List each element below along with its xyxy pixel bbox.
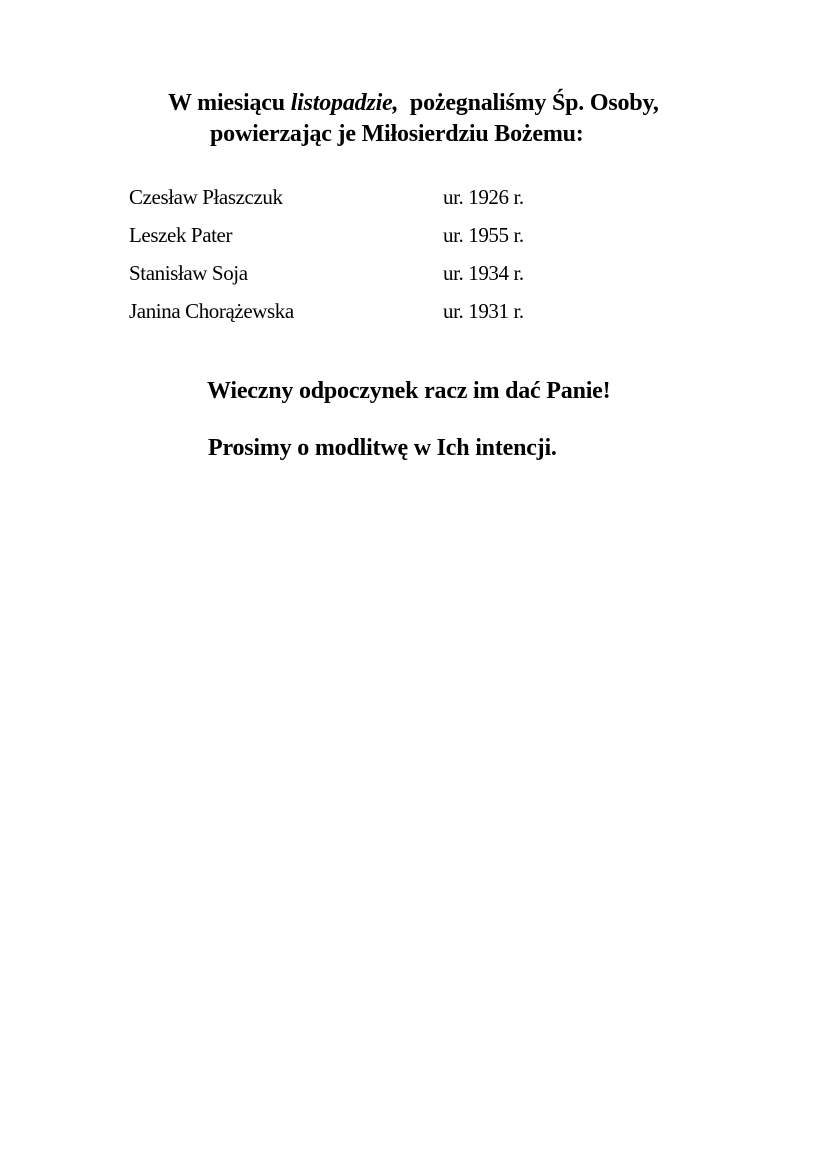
birth-year: ur. 1955 r.: [443, 223, 524, 247]
page-title-line-2: powierzając je Miłosierdziu Bożemu:: [210, 121, 584, 147]
deceased-entry: [129, 258, 629, 288]
deceased-name: Janina Chorążewska: [129, 299, 294, 323]
deceased-name: Czesław Płaszczuk: [129, 185, 283, 209]
birth-year: ur. 1931 r.: [443, 299, 524, 323]
prayer-eternal-rest: Wieczny odpoczynek racz im dać Panie!: [207, 378, 611, 404]
heading-month: listopadzie,: [290, 90, 399, 116]
heading-suffix: pożegnaliśmy Śp. Osoby,: [409, 90, 659, 116]
birth-year: ur. 1934 r.: [443, 261, 524, 285]
prayer-request: Prosimy o modlitwę w Ich intencji.: [208, 435, 557, 461]
deceased-name: Leszek Pater: [129, 223, 233, 247]
deceased-entry: [129, 220, 629, 250]
deceased-entry: [129, 182, 629, 212]
deceased-entry: [129, 296, 629, 326]
birth-year: ur. 1926 r.: [443, 185, 524, 209]
page-title-line-1: [168, 88, 659, 118]
heading-prefix: W miesiącu: [168, 90, 285, 116]
deceased-name: Stanisław Soja: [129, 261, 248, 285]
